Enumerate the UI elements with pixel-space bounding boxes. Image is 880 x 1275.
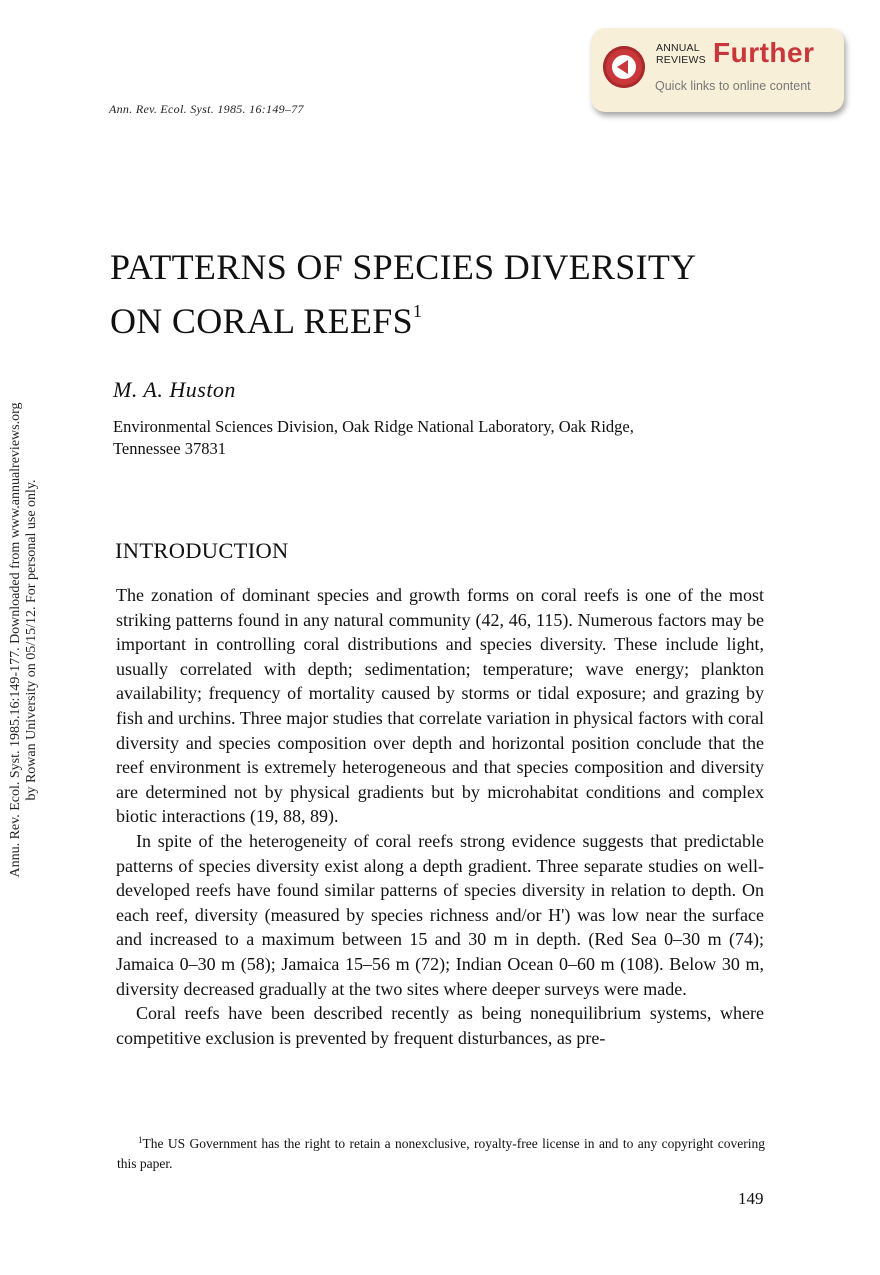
paragraph-1: The zonation of dominant species and growth forms on coral reefs is one of the most striking patterns found in any natural community (42, 46, 115). Numerous factors may be important in controlling coral distributions and species diversity. These include light, usually correlated with depth; sedimentation; temperature; wave energy; plankton availability; frequency of mortality caused by storms or tidal exposure; and grazing by fish and urchins. Three major studies that correlate variation in physical factors with coral diversity and species composition over depth and horizontal position conclude that the reef environment is extremely heterogeneous and that species composition and diversity are determined not by physical gradients but by microhabitat conditions and complex biotic interactions (19, 88, 89). — [116, 585, 764, 827]
further-links-badge[interactable] — [591, 28, 844, 112]
reviews-label: REVIEWS — [656, 54, 706, 66]
article-body — [116, 583, 764, 1050]
footnote-mark: 1 — [138, 1135, 143, 1145]
affiliation — [113, 416, 763, 460]
paragraph-3: Coral reefs have been described recently as being nonequilibrium systems, where competitive exclusion is prevented by frequent disturbances, as pre- — [116, 1003, 764, 1048]
title-line2: ON CORAL REEFS — [110, 301, 413, 341]
author-name: M. A. Huston — [113, 377, 236, 402]
download-notice-line1: Annu. Rev. Ecol. Syst. 1985.16:149-177. Downloaded from www.annualreviews.org — [8, 402, 23, 878]
journal-citation: Ann. Rev. Ecol. Syst. 1985. 16:149–77 — [109, 102, 304, 116]
section-heading: INTRODUCTION — [115, 538, 289, 563]
further-brand[interactable]: Further — [713, 37, 815, 68]
title-footnote-mark[interactable]: 1 — [412, 301, 423, 321]
annual-label: ANNUAL — [656, 42, 700, 54]
footnote-text: The US Government has the right to retain a nonexclusive, royalty-free license in and to any copyright covering this paper. — [117, 1136, 765, 1171]
badge-tagline[interactable]: Quick links to online content — [655, 79, 811, 93]
affiliation-line2: Tennessee 37831 — [113, 439, 226, 458]
title-line1: PATTERNS OF SPECIES DIVERSITY — [110, 247, 697, 287]
download-notice-line2: by Rowan University on 05/15/12. For personal use only. — [24, 479, 39, 801]
affiliation-line1: Environmental Sciences Division, Oak Ridge National Laboratory, Oak Ridge, — [113, 417, 634, 436]
download-notice — [8, 402, 40, 877]
page-number: 149 — [738, 1189, 764, 1208]
left-arrow-circle-icon[interactable] — [603, 46, 645, 88]
download-sidebar — [0, 0, 48, 1275]
article-title — [110, 245, 770, 343]
paragraph-2: In spite of the heterogeneity of coral reefs strong evidence suggests that predictable patterns of species diversity exist along a depth gradient. Three separate studies on well-developed reefs have found similar patterns of species diversity in relation to depth. On each reef, diversity (measured by species richness and/or H') was low near the surface and increased to a maximum between 15 and 30 m in depth. (Red Sea 0–30 m (74); Jamaica 0–30 m (58); Jamaica 15–56 m (72); Indian Ocean 0–60 m (108). Below 30 m, diversity decreased gradually at the two sites where deeper surveys were made. — [116, 830, 764, 999]
footnote — [117, 1130, 765, 1174]
